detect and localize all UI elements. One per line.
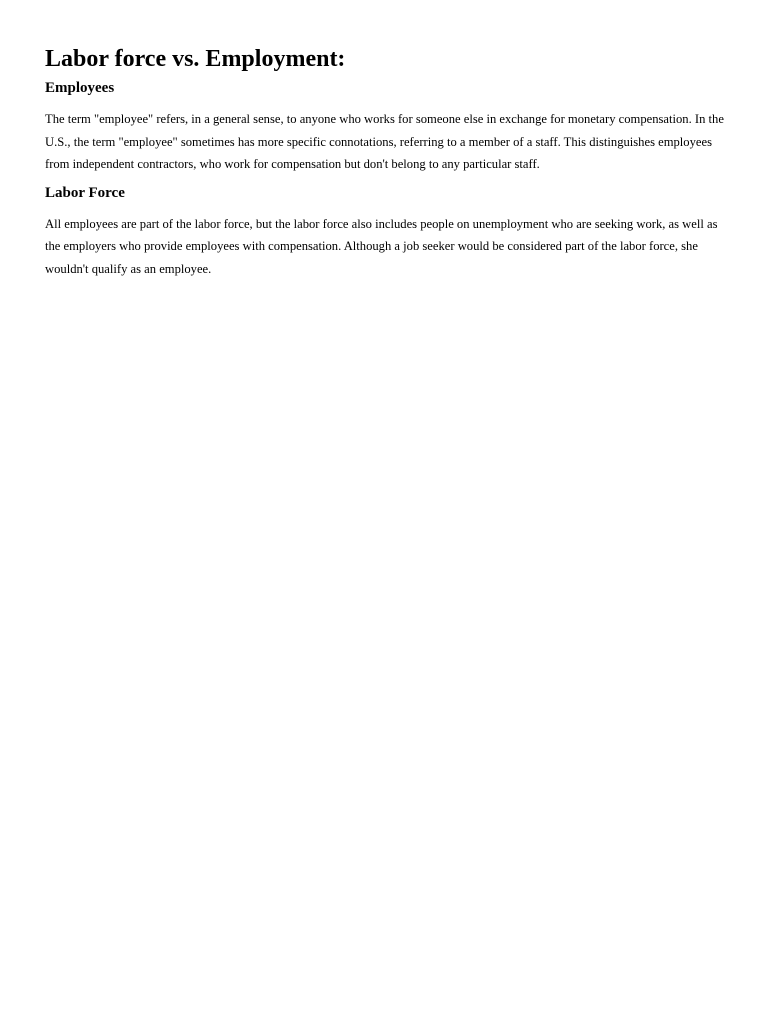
section-paragraph-labor-force: All employees are part of the labor force, but the labor force also includes people on unemployment who are seeking work, as well as the employers who provide employees with compensation. Although a job seeker would be considered part of the labor force, she wouldn't qualify as an employee. xyxy=(45,216,718,276)
document-page xyxy=(45,44,725,280)
section-paragraph-employees: The term "employee" refers, in a general sense, to anyone who works for someone else in exchange for monetary compensation. In the U.S., the term "employee" sometimes has more specific connotations, referring to a member of a staff. This distinguishes employees from independent contractors, who work for compensation but don't belong to any particular staff. xyxy=(45,112,724,171)
section-heading-labor-force: Labor Force xyxy=(45,184,125,201)
section-heading-employees: Employees xyxy=(45,80,115,96)
page-title: Labor force vs. Employment: xyxy=(45,46,346,72)
